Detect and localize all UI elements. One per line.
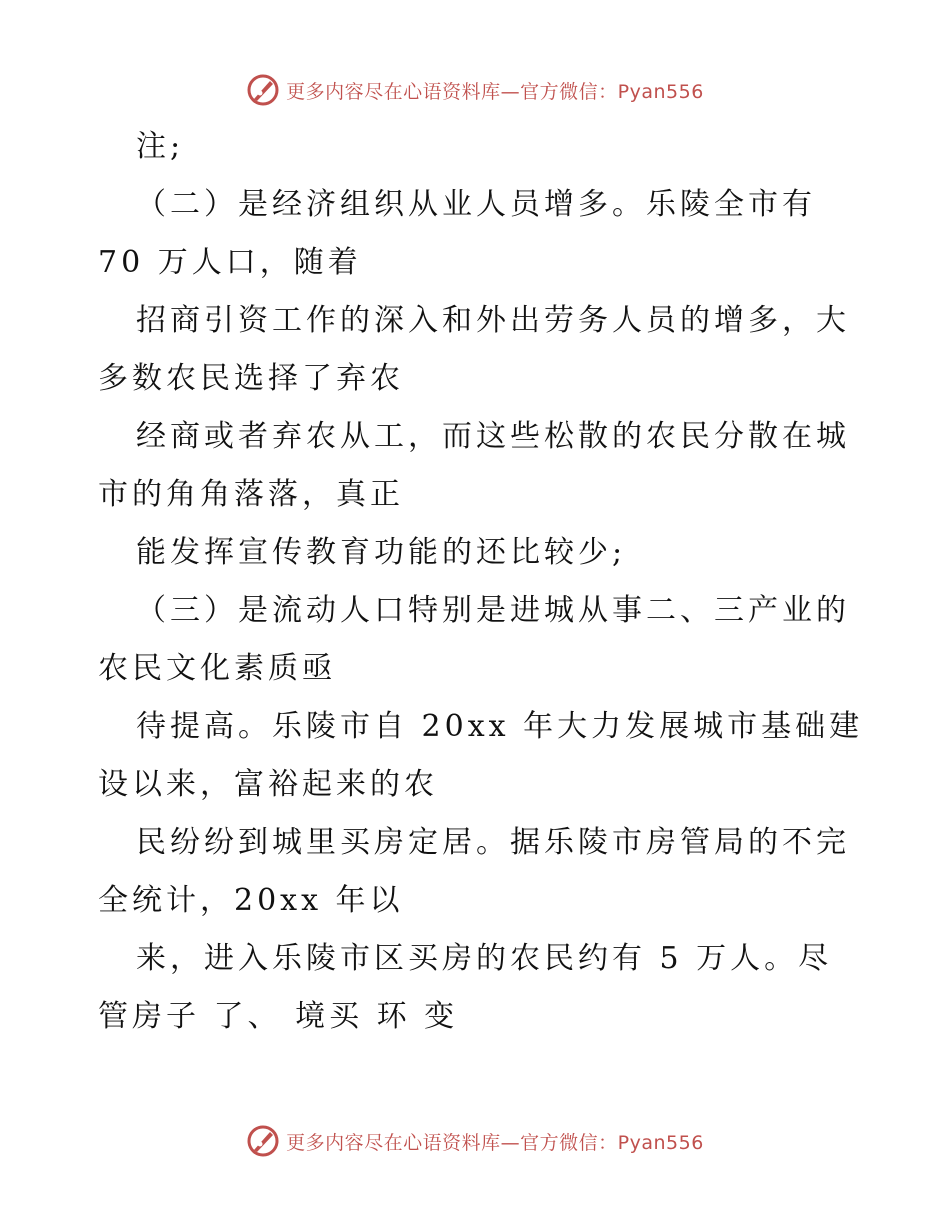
document-body bbox=[98, 118, 864, 1046]
text-line: 设以来，富裕起来的农 bbox=[98, 767, 438, 802]
text-line: 待提高。乐陵市自 20xx 年大力发展城市基础建 bbox=[136, 709, 864, 744]
pen-nib-logo-icon bbox=[246, 1124, 280, 1158]
text-line: 多数农民选择了弃农 bbox=[98, 361, 404, 396]
footer-banner bbox=[0, 1121, 950, 1161]
text-line: 注; bbox=[136, 129, 185, 164]
footer-banner-text: 更多内容尽在心语资料库—官方微信：Pyan556 bbox=[286, 1131, 704, 1154]
text-line: 民纷纷到城里买房定居。据乐陵市房管局的不完 bbox=[136, 825, 850, 860]
text-line: 管房子 了、 境买 环 变 bbox=[98, 999, 459, 1034]
text-line: 农民文化素质亟 bbox=[98, 651, 336, 686]
text-line: 能发挥宣传教育功能的还比较少; bbox=[136, 535, 627, 570]
text-line: （三）是流动人口特别是进城从事二、三产业的 bbox=[136, 593, 850, 628]
header-banner-text: 更多内容尽在心语资料库—官方微信：Pyan556 bbox=[286, 80, 704, 103]
text-line: 市的角角落落，真正 bbox=[98, 477, 404, 512]
text-line: 招商引资工作的深入和外出劳务人员的增多，大 bbox=[136, 303, 850, 338]
text-line: 来，进入乐陵市区买房的农民约有 5 万人。尽 bbox=[136, 941, 833, 976]
header-banner bbox=[0, 70, 950, 110]
text-line: 经商或者弃农从工，而这些松散的农民分散在城 bbox=[136, 419, 850, 454]
pen-nib-logo-icon bbox=[246, 73, 280, 107]
text-line: 70 万人口，随着 bbox=[98, 245, 362, 280]
text-line: （二）是经济组织从业人员增多。乐陵全市有 bbox=[136, 187, 816, 222]
text-line: 全统计，20xx 年以 bbox=[98, 883, 404, 918]
